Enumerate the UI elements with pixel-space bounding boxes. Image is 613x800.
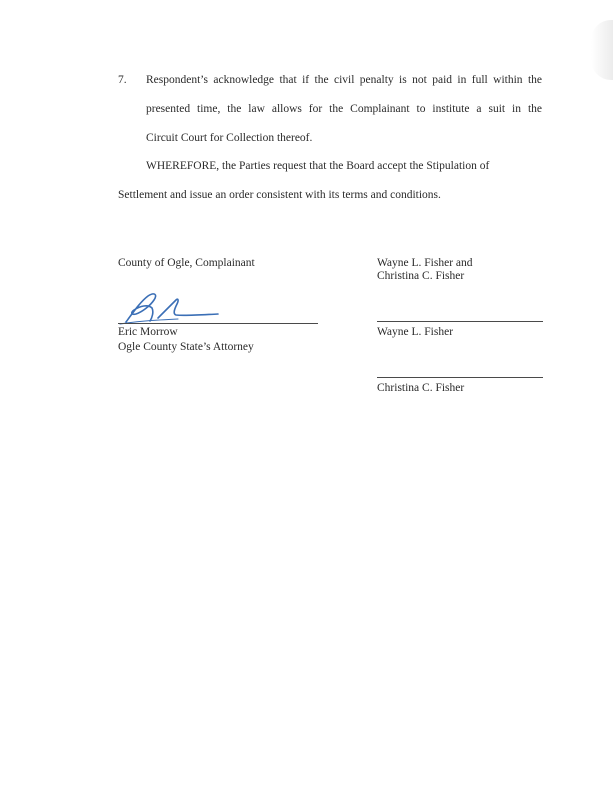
signature-line-respondent-1 [377, 321, 543, 322]
scan-artifact [591, 20, 613, 80]
respondent-party-label-1: Wayne L. Fisher and [377, 257, 473, 269]
signer-name: Eric Morrow [118, 326, 178, 338]
paragraph-7-line-3: Circuit Court for Collection thereof. [146, 132, 313, 144]
wherefore-line-1: WHEREFORE, the Parties request that the Board accept the Stipulation of [146, 160, 490, 172]
respondent-party-label-2: Christina C. Fisher [377, 270, 465, 282]
respondent-signer-2: Christina C. Fisher [377, 382, 465, 394]
respondent-signer-1: Wayne L. Fisher [377, 326, 454, 338]
wherefore-line-2: Settlement and issue an order consistent with its terms and conditions. [118, 189, 441, 201]
complainant-party-label: County of Ogle, Complainant [118, 257, 255, 269]
signature-line-complainant [118, 323, 318, 324]
paragraph-number: 7. [118, 74, 127, 86]
signer-title: Ogle County State’s Attorney [118, 341, 254, 353]
handwritten-signature [118, 288, 228, 326]
signature-line-respondent-2 [377, 377, 543, 378]
paragraph-7-line-1: Respondent’s acknowledge that if the civil penalty is not paid in full within the [146, 74, 542, 86]
paragraph-7-line-2: presented time, the law allows for the Complainant to institute a suit in the [146, 103, 542, 115]
